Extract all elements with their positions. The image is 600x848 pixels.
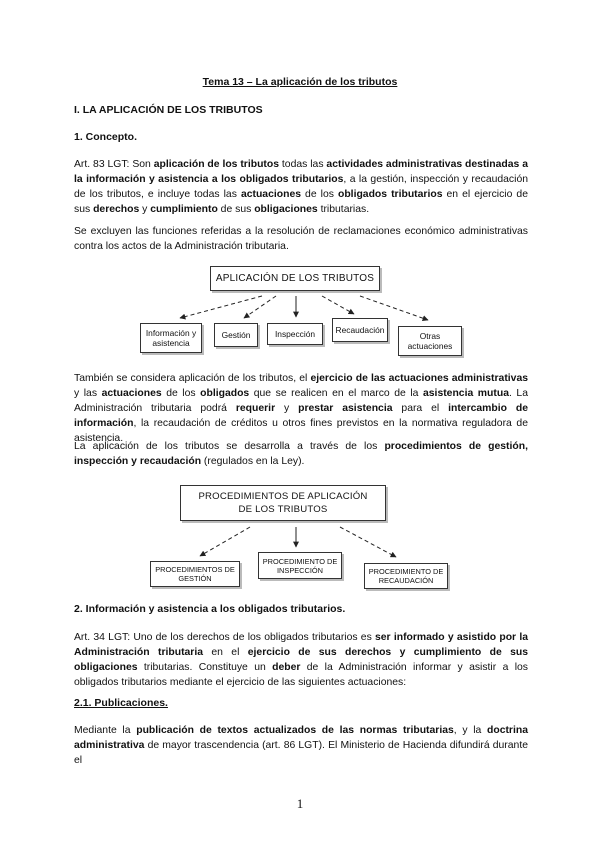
diagram1-box-otras: Otras actuaciones <box>398 326 462 356</box>
diagram2-box-gestion: PROCEDIMIENTOS DE GESTIÓN <box>150 561 240 587</box>
arrow-to-proc-gestion <box>200 527 250 556</box>
subsection-heading-publicaciones: 2.1. Publicaciones. <box>74 697 168 709</box>
section-heading-1: I. LA APLICACIÓN DE LOS TRIBUTOS <box>74 104 263 116</box>
paragraph-procedimientos: La aplicación de los tributos se desarrolla a través de los procedimientos de gestión, inspección y recaudación (regulados en la Ley). <box>74 441 528 467</box>
paragraph-art34: Art. 34 LGT: Uno de los derechos de los obligados tributarios es ser informado y asistido por la Administración tributaria en el ejercicio de sus derechos y cumplimiento de sus obligaciones tributarias. Constituye un deber de la Administración informar y asistir a los obligados tributarios mediante el ejercicio de las siguientes actuaciones: <box>74 632 528 688</box>
arrow-to-recaudacion <box>322 296 354 314</box>
diagram1-top-box: APLICACIÓN DE LOS TRIBUTOS <box>210 266 380 291</box>
diagram1-box-informacion: Información y asistencia <box>140 323 202 353</box>
subsection-heading-concepto: 1. Concepto. <box>74 131 138 143</box>
diagram2-box-inspeccion: PROCEDIMIENTO DE INSPECCIÓN <box>258 552 342 579</box>
paragraph-art83: Art. 83 LGT: Son aplicación de los tributos todas las actividades administrativas destinadas a la información y asistencia a los obligados tributarios, a la gestión, inspección y recaudación de los tributos, e incluye todas las actuaciones de los obligados tributarios en el ejercicio de sus derechos y cumplimiento de sus obligaciones tributarias. <box>74 159 528 215</box>
paragraph-asistencia-mutua: También se considera aplicación de los tributos, el ejercicio de las actuaciones administrativas y las actuaciones de los obligados que se realicen en el marco de la asistencia mutua. La Administración tributaria podrá requerir y prestar asistencia para el intercambio de información, la recaudación de créditos u otros fines previstos en la normativa reguladora de asistencia. <box>74 373 529 444</box>
diagram1-box-recaudacion: Recaudación <box>332 318 388 342</box>
section-heading-2: 2. Información y asistencia a los obligados tributarios. <box>74 603 346 615</box>
arrow-to-informacion <box>180 296 262 318</box>
paragraph-publicaciones: Mediante la publicación de textos actualizados de las normas tributarias, y la doctrina administrativa de mayor trascendencia (art. 86 LGT). El Ministerio de Hacienda difundirá durante el <box>74 725 528 766</box>
page-number: 1 <box>296 796 304 811</box>
arrow-to-otras <box>360 296 428 320</box>
arrow-to-gestion <box>244 296 276 318</box>
arrow-to-proc-recaudacion <box>340 527 396 557</box>
diagram2-top-box: PROCEDIMIENTOS DE APLICACIÓN DE LOS TRIBUTOS <box>180 485 386 521</box>
diagram1-box-inspeccion: Inspección <box>267 323 323 345</box>
document-title: Tema 13 – La aplicación de los tributos <box>202 76 398 88</box>
diagram2-box-recaudacion: PROCEDIMIENTO DE RECAUDACIÓN <box>364 563 448 589</box>
diagram1-box-gestion: Gestión <box>214 323 258 347</box>
paragraph-exclusions: Se excluyen las funciones referidas a la resolución de reclamaciones económico administrativas contra los actos de la Administración tributaria. <box>74 226 528 252</box>
